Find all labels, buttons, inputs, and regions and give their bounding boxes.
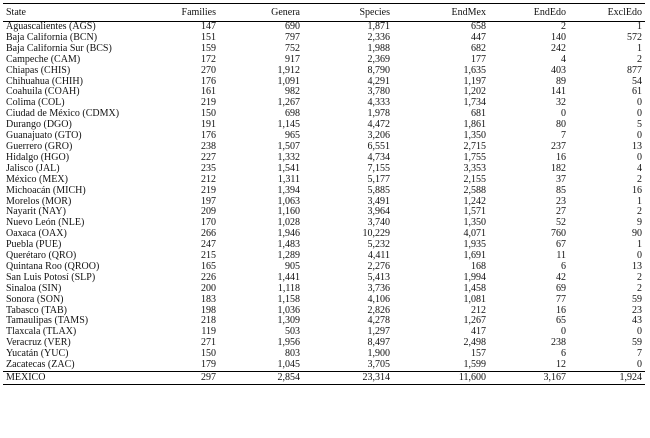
table-row [3, 218, 645, 229]
cell-species: 3,206 [367, 131, 390, 142]
cell-excledo: 0 [637, 152, 642, 163]
cell-excledo: 59 [632, 294, 642, 305]
cell-excledo: 16 [632, 185, 642, 196]
cell-endmex: 2,155 [463, 174, 486, 185]
total-families: 297 [175, 372, 219, 385]
cell-families: 150 [201, 109, 216, 120]
table-row [3, 251, 645, 262]
cell-genera: 503 [285, 327, 300, 338]
cell-endmex: 1,734 [463, 98, 486, 109]
cell-genera: 1,394 [277, 185, 300, 196]
cell-species: 2,336 [367, 32, 390, 43]
table-row [3, 175, 645, 186]
header-endedo: EndEdo [489, 4, 569, 22]
cell-state: Zacatecas (ZAC) [3, 360, 175, 371]
total-endmex: 11,600 [393, 372, 489, 385]
table-row [3, 295, 645, 306]
cell-excledo: 5 [637, 120, 642, 131]
cell-species: 2,369 [367, 54, 390, 65]
cell-species: 1,871 [367, 21, 390, 32]
cell-endmex: 1,202 [463, 87, 486, 98]
cell-endedo: 6 [561, 261, 566, 272]
cell-state: Quintana Roo (QROO) [6, 261, 100, 272]
cell-endedo: 12 [489, 360, 569, 371]
table-row [3, 87, 645, 98]
table-row [3, 306, 645, 317]
table-row [3, 109, 645, 120]
header-row [3, 4, 645, 22]
cell-endedo: 760 [551, 229, 566, 240]
header-excledo: ExclEdo [569, 4, 645, 22]
cell-state: Hidalgo (HGO) [6, 152, 70, 163]
cell-endedo: 242 [551, 43, 566, 54]
cell-endedo: 4 [561, 54, 566, 65]
table-row [3, 284, 645, 295]
cell-families: 227 [201, 152, 216, 163]
cell-excledo: 1 [637, 240, 642, 251]
cell-excledo: 572 [627, 32, 642, 43]
cell-endedo: 16 [556, 305, 566, 316]
cell-state: Guanajuato (GTO) [6, 131, 82, 142]
cell-excledo: 0 [637, 251, 642, 262]
cell-genera: 1,956 [277, 338, 300, 349]
cell-species: 10,229 [362, 229, 390, 240]
table-row [3, 207, 645, 218]
total-excledo: 1,924 [569, 372, 645, 385]
cell-endedo: 0 [561, 109, 566, 120]
cell-species: 5,177 [367, 174, 390, 185]
cell-excledo: 43 [632, 316, 642, 327]
cell-genera: 1,311 [277, 174, 300, 185]
cell-state: Puebla (PUE) [6, 240, 62, 251]
table-row [3, 131, 645, 142]
cell-families: 159 [201, 43, 216, 54]
cell-species: 3,491 [367, 196, 390, 207]
cell-endmex: 1,081 [463, 294, 486, 305]
cell-endmex: 1,267 [463, 316, 486, 327]
cell-endmex: 1,635 [463, 65, 486, 76]
cell-families: 197 [201, 196, 216, 207]
cell-families: 172 [201, 54, 216, 65]
cell-genera: 690 [285, 21, 300, 32]
table-row [3, 316, 645, 327]
cell-genera: 1,912 [277, 65, 300, 76]
cell-state: Yucatán (YUC) [6, 349, 69, 360]
cell-endedo: 238 [551, 338, 566, 349]
cell-excledo: 90 [632, 229, 642, 240]
cell-endmex: 1,197 [463, 76, 486, 87]
cell-endmex: 1,691 [463, 251, 486, 262]
cell-endedo: 16 [556, 152, 566, 163]
cell-species: 3,964 [367, 207, 390, 218]
cell-families: 176 [201, 131, 216, 142]
cell-state: Coahuila (COAH) [6, 87, 80, 98]
cell-endedo: 403 [551, 65, 566, 76]
cell-families: 238 [201, 141, 216, 152]
cell-excledo: 0 [637, 98, 642, 109]
table-row [3, 98, 645, 109]
total-endedo: 3,167 [489, 372, 569, 385]
cell-excledo: 61 [632, 87, 642, 98]
cell-genera: 917 [285, 54, 300, 65]
cell-families: 271 [201, 338, 216, 349]
cell-state: Chihuahua (CHIH) [6, 76, 83, 87]
cell-state: Querétaro (QRO) [6, 251, 77, 262]
cell-species: 1,988 [367, 43, 390, 54]
cell-genera: 1,946 [277, 229, 300, 240]
cell-genera: 905 [285, 261, 300, 272]
cell-endedo: 65 [556, 316, 566, 327]
table-row [3, 44, 645, 55]
cell-families: 215 [201, 251, 216, 262]
cell-species: 4,411 [367, 251, 390, 262]
cell-state: Guerrero (GRO) [6, 141, 73, 152]
cell-families: 119 [201, 327, 216, 338]
cell-genera: 1,441 [277, 272, 300, 283]
table-row [3, 186, 645, 197]
cell-genera: 797 [285, 32, 300, 43]
cell-families: 266 [201, 229, 216, 240]
cell-endedo: 0 [561, 327, 566, 338]
cell-species: 4,734 [367, 152, 390, 163]
cell-endmex: 1,861 [463, 120, 486, 131]
cell-endedo: 23 [556, 196, 566, 207]
header-state: State [3, 4, 175, 22]
table-row [3, 349, 645, 360]
cell-genera: 1,145 [277, 120, 300, 131]
cell-families: 151 [201, 32, 216, 43]
cell-excledo: 13 [632, 261, 642, 272]
cell-excledo: 0 [637, 109, 642, 120]
cell-state: Veracruz (VER) [6, 338, 71, 349]
table-row [3, 142, 645, 153]
cell-species: 4,106 [367, 294, 390, 305]
cell-species: 2,276 [367, 261, 390, 272]
cell-species: 1,978 [367, 109, 390, 120]
cell-state: Baja California Sur (BCS) [6, 43, 112, 54]
cell-state: Sonora (SON) [6, 294, 64, 305]
cell-families: 170 [201, 218, 216, 229]
header-families: Families [175, 4, 219, 22]
cell-endedo: 67 [556, 240, 566, 251]
cell-excledo: 23 [632, 305, 642, 316]
cell-genera: 1,267 [277, 98, 300, 109]
cell-state: Campeche (CAM) [6, 54, 81, 65]
cell-families: 165 [201, 261, 216, 272]
cell-endmex: 1,935 [463, 240, 486, 251]
cell-excledo: 2 [637, 207, 642, 218]
cell-excledo: 1 [637, 21, 642, 32]
cell-endmex: 1,571 [463, 207, 486, 218]
cell-genera: 1,045 [219, 360, 303, 371]
table-row [3, 22, 645, 33]
table-row [3, 327, 645, 338]
cell-families: 212 [201, 174, 216, 185]
cell-families: 183 [201, 294, 216, 305]
table-row [3, 66, 645, 77]
cell-species: 1,297 [367, 327, 390, 338]
cell-excledo: 4 [637, 163, 642, 174]
cell-families: 218 [201, 316, 216, 327]
header-endmex: EndMex [393, 4, 489, 22]
cell-endedo: 237 [551, 141, 566, 152]
cell-genera: 1,160 [277, 207, 300, 218]
cell-endmex: 1,458 [463, 283, 486, 294]
table-row [3, 338, 645, 349]
cell-endmex: 2,715 [463, 141, 486, 152]
table-row [3, 360, 645, 371]
cell-families: 200 [201, 283, 216, 294]
cell-excledo: 2 [637, 54, 642, 65]
cell-state: Tabasco (TAB) [6, 305, 67, 316]
cell-genera: 1,507 [277, 141, 300, 152]
cell-excledo: 9 [637, 218, 642, 229]
cell-endedo: 32 [556, 98, 566, 109]
cell-state: Baja California (BCN) [6, 32, 98, 43]
cell-endmex: 682 [471, 43, 486, 54]
cell-endmex: 212 [471, 305, 486, 316]
cell-species: 1,900 [367, 349, 390, 360]
cell-excledo: 59 [632, 338, 642, 349]
state-flora-table-container [3, 3, 645, 385]
cell-state: Sinaloa (SIN) [6, 283, 62, 294]
cell-excledo: 1 [637, 43, 642, 54]
cell-state: Nuevo León (NLE) [6, 218, 85, 229]
cell-endedo: 89 [556, 76, 566, 87]
cell-families: 191 [201, 120, 216, 131]
cell-families: 219 [201, 185, 216, 196]
cell-state: Tamaulipas (TAMS) [6, 316, 89, 327]
cell-endmex: 3,353 [463, 163, 486, 174]
cell-endedo: 52 [556, 218, 566, 229]
cell-state: Nayarit (NAY) [6, 207, 66, 218]
cell-genera: 1,483 [277, 240, 300, 251]
cell-state: Tlaxcala (TLAX) [6, 327, 77, 338]
cell-genera: 1,289 [277, 251, 300, 262]
cell-endmex: 417 [471, 327, 486, 338]
cell-genera: 1,332 [277, 152, 300, 163]
cell-families: 219 [201, 98, 216, 109]
cell-families: 198 [201, 305, 216, 316]
cell-endedo: 141 [551, 87, 566, 98]
cell-state: Oaxaca (OAX) [6, 229, 67, 240]
cell-genera: 982 [285, 87, 300, 98]
cell-families: 150 [201, 349, 216, 360]
cell-families: 179 [175, 360, 219, 371]
cell-genera: 1,541 [277, 163, 300, 174]
cell-endmex: 2,498 [463, 338, 486, 349]
cell-families: 209 [201, 207, 216, 218]
cell-species: 5,885 [367, 185, 390, 196]
table-row [3, 240, 645, 251]
cell-genera: 1,063 [277, 196, 300, 207]
cell-genera: 1,309 [277, 316, 300, 327]
cell-excledo: 54 [632, 76, 642, 87]
cell-genera: 1,091 [277, 76, 300, 87]
cell-species: 8,790 [367, 65, 390, 76]
cell-excledo: 2 [637, 174, 642, 185]
cell-excledo: 2 [637, 272, 642, 283]
cell-excledo: 0 [637, 327, 642, 338]
cell-endedo: 69 [556, 283, 566, 294]
cell-endedo: 140 [551, 32, 566, 43]
cell-endedo: 80 [556, 120, 566, 131]
cell-families: 247 [201, 240, 216, 251]
cell-endmex: 681 [471, 109, 486, 120]
cell-endmex: 1,350 [463, 218, 486, 229]
cell-excledo: 0 [637, 131, 642, 142]
cell-excledo: 13 [632, 141, 642, 152]
cell-excledo: 2 [637, 283, 642, 294]
cell-endedo: 7 [561, 131, 566, 142]
cell-genera: 1,158 [277, 294, 300, 305]
cell-species: 5,232 [367, 240, 390, 251]
cell-state: Morelos (MOR) [6, 196, 72, 207]
cell-state: México (MEX) [6, 174, 68, 185]
cell-excledo: 7 [637, 349, 642, 360]
cell-species: 4,472 [367, 120, 390, 131]
cell-endmex: 1,755 [463, 152, 486, 163]
cell-species: 4,278 [367, 316, 390, 327]
cell-state: Colima (COL) [6, 98, 65, 109]
cell-endmex: 1,599 [393, 360, 489, 371]
cell-endedo: 27 [556, 207, 566, 218]
table-row [3, 120, 645, 131]
table-row [3, 77, 645, 88]
table-row [3, 153, 645, 164]
cell-genera: 1,036 [277, 305, 300, 316]
cell-excledo: 0 [569, 360, 645, 371]
cell-endmex: 4,071 [463, 229, 486, 240]
total-species: 23,314 [303, 372, 393, 385]
cell-state: Aguascalientes (AGS) [6, 21, 96, 32]
cell-species: 7,155 [367, 163, 390, 174]
table-row [3, 33, 645, 44]
cell-families: 147 [201, 21, 216, 32]
cell-species: 6,551 [367, 141, 390, 152]
cell-species: 3,705 [303, 360, 393, 371]
table-row [3, 262, 645, 273]
cell-genera: 1,028 [277, 218, 300, 229]
cell-endmex: 177 [471, 54, 486, 65]
cell-genera: 1,118 [277, 283, 300, 294]
cell-endmex: 447 [471, 32, 486, 43]
cell-genera: 965 [285, 131, 300, 142]
cell-families: 176 [201, 76, 216, 87]
cell-state: Jalisco (JAL) [6, 163, 60, 174]
cell-species: 3,736 [367, 283, 390, 294]
table-body [3, 22, 645, 372]
table-row [3, 197, 645, 208]
table-row [3, 229, 645, 240]
cell-families: 270 [201, 65, 216, 76]
cell-excledo: 877 [627, 65, 642, 76]
table-row [3, 273, 645, 284]
cell-genera: 752 [285, 43, 300, 54]
cell-species: 5,413 [367, 272, 390, 283]
cell-state: Michoacán (MICH) [6, 185, 86, 196]
cell-species: 3,740 [367, 218, 390, 229]
cell-families: 161 [201, 87, 216, 98]
cell-endmex: 2,588 [463, 185, 486, 196]
total-state: MEXICO [3, 372, 175, 385]
cell-endedo: 2 [561, 21, 566, 32]
cell-state: San Luis Potosí (SLP) [6, 272, 96, 283]
cell-endedo: 6 [561, 349, 566, 360]
cell-endedo: 182 [551, 163, 566, 174]
cell-endmex: 168 [471, 261, 486, 272]
total-row [3, 372, 645, 385]
header-genera: Genera [219, 4, 303, 22]
cell-state: Chiapas (CHIS) [6, 65, 71, 76]
header-species: Species [303, 4, 393, 22]
cell-endedo: 11 [556, 251, 566, 262]
table-row [3, 55, 645, 66]
cell-species: 4,291 [367, 76, 390, 87]
cell-genera: 803 [285, 349, 300, 360]
cell-state: Durango (DGO) [6, 120, 72, 131]
cell-species: 2,826 [367, 305, 390, 316]
cell-endedo: 42 [556, 272, 566, 283]
cell-genera: 698 [285, 109, 300, 120]
cell-endmex: 157 [471, 349, 486, 360]
cell-endedo: 85 [556, 185, 566, 196]
cell-endmex: 1,994 [463, 272, 486, 283]
cell-excledo: 1 [637, 196, 642, 207]
cell-endmex: 658 [471, 21, 486, 32]
cell-species: 3,780 [367, 87, 390, 98]
table-row [3, 164, 645, 175]
cell-endedo: 77 [556, 294, 566, 305]
cell-families: 226 [201, 272, 216, 283]
cell-species: 4,333 [367, 98, 390, 109]
cell-endmex: 1,350 [463, 131, 486, 142]
cell-families: 235 [201, 163, 216, 174]
state-flora-table [3, 3, 645, 385]
cell-state: Ciudad de México (CDMX) [6, 109, 120, 120]
cell-species: 8,497 [367, 338, 390, 349]
total-genera: 2,854 [219, 372, 303, 385]
cell-endmex: 1,242 [463, 196, 486, 207]
cell-endedo: 37 [556, 174, 566, 185]
